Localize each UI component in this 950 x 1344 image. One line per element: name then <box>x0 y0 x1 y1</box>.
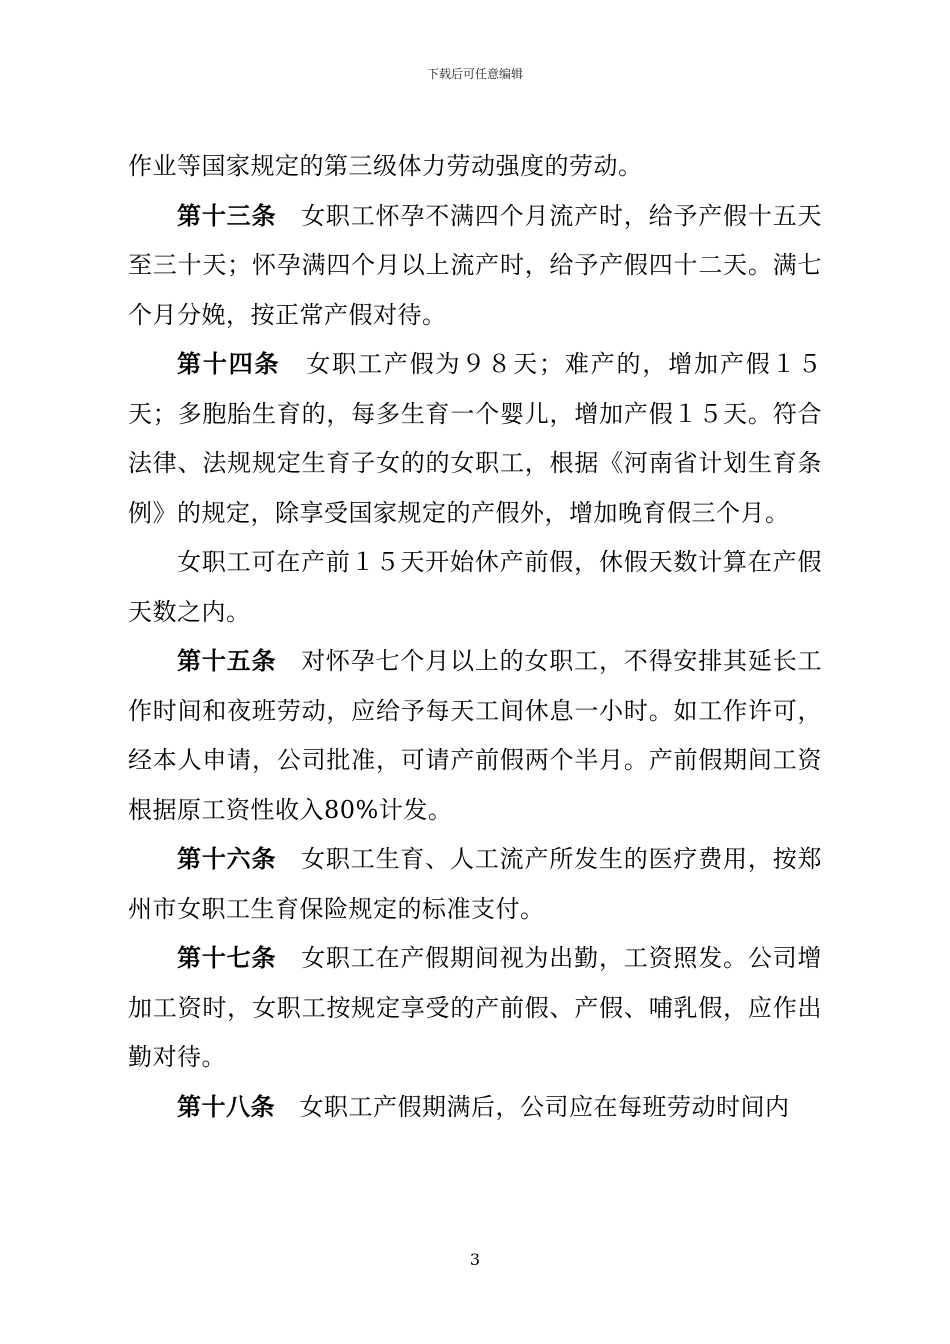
paragraph-prenatal-leave <box>128 538 822 637</box>
article-heading: 第十三条 <box>177 201 277 230</box>
article-separator <box>276 944 301 972</box>
paragraph-text: 女职工产假期满后，公司应在每班劳动时间内 <box>299 1092 790 1121</box>
article-16 <box>128 835 822 934</box>
article-heading: 第十五条 <box>177 647 277 675</box>
article-17 <box>128 934 822 1083</box>
article-separator <box>276 647 301 675</box>
paragraph-text: 作业等国家规定的第三级体力劳动强度的劳动。 <box>128 152 643 180</box>
article-separator <box>276 202 301 230</box>
paragraph-continuation <box>128 142 822 192</box>
article-13 <box>128 192 822 341</box>
paragraph-text: 女职工可在产前１５天开始休产前假，休假天数计算在产假天数之内。 <box>128 548 822 626</box>
paragraph-text: 女职工怀孕不满四个月流产时，给予产假十五天至三十天；怀孕满四个月以上流产时，给予产假四十二天。满七个月分娩，按正常产假对待。 <box>128 201 823 329</box>
article-separator <box>275 1093 300 1121</box>
paragraph-text: 对怀孕七个月以上的女职工，不得安排其延长工作时间和夜班劳动，应给予每天工间休息一小时。如工作许可，经本人申请，公司批准，可请产前假两个半月。产前假期间工资根据原工资性收入80%计发。 <box>128 647 823 824</box>
article-heading: 第十八条 <box>177 1092 275 1121</box>
article-heading: 第十六条 <box>177 845 277 873</box>
paragraph-text: 女职工在产假期间视为出勤，工资照发。公司增加工资时，女职工按规定享受的产前假、产假、哺乳假，应作出勤对待。 <box>128 944 823 1071</box>
article-18 <box>128 1083 822 1133</box>
document-body <box>128 142 822 1132</box>
page-header: 下载后可任意编辑 <box>426 67 523 81</box>
page-number: 3 <box>469 1250 481 1269</box>
article-heading: 第十七条 <box>177 944 277 972</box>
paragraph-text: 女职工产假为９８天；难产的，增加产假１５天；多胞胎生育的，每多生育一个婴儿，增加产假１５天。符合法律、法规规定生育子女的的女职工，根据《河南省计划生育条例》的规定，除享受国家规定的产假外，增加晚育假三个月。 <box>128 350 823 527</box>
article-15 <box>128 637 822 835</box>
paragraph-text: 女职工生育、人工流产所发生的医疗费用，按郑州市女职工生育保险规定的标准支付。 <box>128 845 823 923</box>
article-14 <box>128 340 822 538</box>
article-separator <box>276 845 301 873</box>
article-separator <box>280 350 306 378</box>
article-heading: 第十四条 <box>177 350 281 378</box>
